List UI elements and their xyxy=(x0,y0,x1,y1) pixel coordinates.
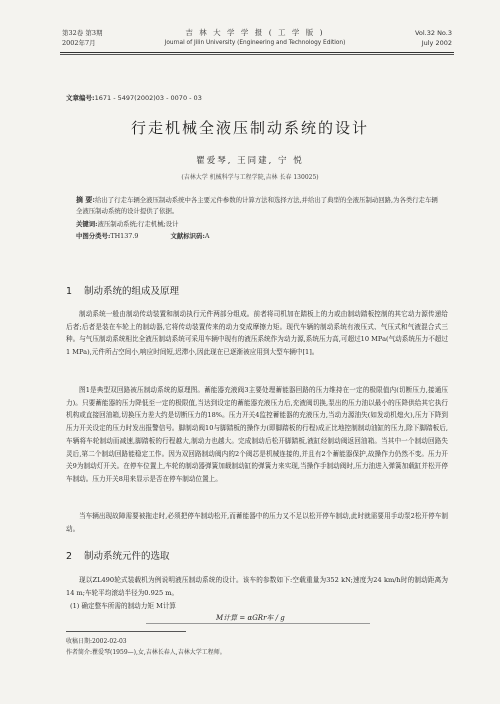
article-number xyxy=(66,93,202,102)
footnote-received: 收稿日期:2002-02-03 xyxy=(66,638,127,645)
abstract xyxy=(76,194,438,217)
running-header-right xyxy=(402,28,452,48)
classification xyxy=(76,231,209,240)
body-paragraph-4: 现以ZL490轮式装载机为例说明液压制动系统的设计。该车的参数如下:空载重量为352 kN;速度为24 km/h时的制动距离为14 m;车轮平均滚动半径为0.925 m。 xyxy=(66,576,448,597)
clc-label: 中图分类号: xyxy=(76,232,111,240)
running-header-left xyxy=(62,28,122,48)
article-number-value: 1671 - 5497(2002)03 - 0070 - 03 xyxy=(94,94,202,102)
running-header-center xyxy=(150,28,360,48)
body-paragraph-1: 制动系统一般由制动传动装置和制动执行元件两部分组成。前者将司机加在踏板上的力或由制动踏板控制的其它动力源传递给后者;后者是装在车轮上的制动器,它将传动装置传来的动力变成摩擦力矩。现代车辆的制动系统有液压式、气压式和气液混合式三种。与气压制动系统相比全液压制动系统可采用车辆中现有的液压系统作为动力源,系统压力高,可超过10 MPa(气动系统压力不超过1 MPa),元件所占空间小,响应时间短,迟滞小,因此现在已逐渐被应用到大型车辆中[1]。 xyxy=(66,310,448,357)
publication-date-en: July 2002 xyxy=(421,39,452,47)
body-paragraph-2: 图1是典型双回路被压制动系统的原理图。蓄能器充液阀3主要处理蓄能器回路的压力维持在一定的极限值内(切断压力,接通压力)。只要蓄能器的压力降低至一定的极限值,当达到设定的蓄能器充液压力后,充液阀切换,泵出的压力油以最小的压降供给其它执行机构或直接回油箱,切换压力差大约是切断压力的18%。压力开关4监控蓄能器的充液压力,当动力源油失(如发动机熄火),压力下降到压力开关设定的压力时发出报警信号。脚制动阀10与脚踏板的操作力(即脚踏板的行程)成正比地控制制动油缸的压力,除下脚踏板后,车辆将车轮制动而减速,脚踏板的行程越大,制动力也越大。完成制动后松开脚踏板,液缸经制动阀返回油箱。当其中一个制动回路失灵后,第二个制动回路能稳定工作。因为双回路制动阀内的2个阀芯是机械连接的,并且有2个蓄能器保护,故操作力仍然不变。压力开关9为制动灯开关。在停车位置上,车轮的制动器弹簧加载制动缸的弹簧力来实现,当操作手制动阀时,压力油进入弹簧加载缸并松开停车制动。压力开关8用来显示是否在停车制动位置上。 xyxy=(66,386,448,483)
body-paragraph-3: 当车辆出现故障需要被拖走时,必须把停车制动松开,而蓄能器中的压力又不足以松开停车制动,此时就需要用手动泵2松开停车制动。 xyxy=(66,512,448,533)
body-paragraph-5: (1) 确定整车所需的制动力矩 M计算 xyxy=(70,602,177,610)
author-list: 瞿爱琴, 王同建, 宁 悦 xyxy=(196,156,304,166)
abstract-text: 给出了行走车辆全液压制动系统中各主要元件参数的计算方法和选择方法,并给出了典型的全液压制动回路,为各类行走车辆全液压制动系统的设计提供了依据。 xyxy=(76,196,438,215)
journal-name-cn: 吉 林 大 学 学 报 ( 工 学 版 ) xyxy=(185,28,325,37)
article-number-label: 文章编号: xyxy=(66,94,95,102)
section-number: 1 xyxy=(66,286,73,297)
section-heading-1 xyxy=(66,283,179,297)
volume-issue-en: Vol.32 No.3 xyxy=(414,29,452,37)
paper-title: 行走机械全液压制动系统的设计 xyxy=(130,119,369,137)
section-heading-2 xyxy=(66,548,170,562)
keywords-label: 关键词: xyxy=(76,220,98,228)
publication-date: 2002年7月 xyxy=(62,39,96,47)
footnote-author: 作者简介:瞿爱琴(1959—),女,吉林长春人,吉林大学工程师。 xyxy=(66,649,226,656)
journal-name-en: Journal of Jilin University (Engineering and Technology Edition) xyxy=(164,40,346,46)
doc-code-value: A xyxy=(204,232,210,240)
keywords-text: 液压制动系统;行走机械;设计 xyxy=(97,220,179,228)
author-affiliation: (吉林大学 机械科学与工程学院,吉林 长春 130025) xyxy=(181,174,319,181)
header-rule xyxy=(60,52,454,53)
equation-underline xyxy=(146,623,370,624)
clc-value: TH137.9 xyxy=(110,232,139,240)
section-title: 制动系统的组成及原理 xyxy=(84,286,180,297)
equation: M计算 = αGRr车 / g xyxy=(216,614,285,622)
keywords xyxy=(76,219,179,228)
abstract-label: 摘 要: xyxy=(76,195,96,204)
volume-issue: 第32卷 第3期 xyxy=(62,29,103,37)
section-number: 2 xyxy=(66,551,73,562)
section-title: 制动系统元件的选取 xyxy=(84,551,170,562)
doc-code-label: 文献标识码: xyxy=(170,232,205,240)
footnote-rule xyxy=(66,631,186,632)
header-rule-thin xyxy=(60,54,454,55)
